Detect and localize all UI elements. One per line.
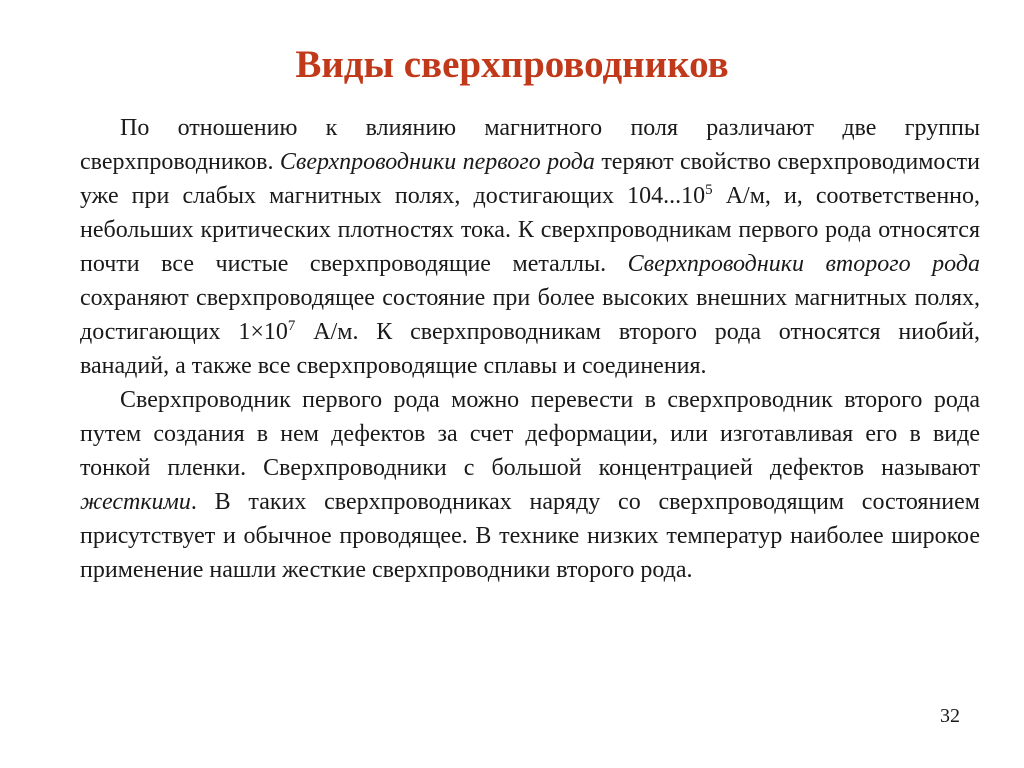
paragraph2-text-1: Сверхпроводник первого рода можно перевести в сверхпроводник второго рода путем создания в нем дефектов за счет деформации, или изготавливая его в виде тонкой пленки. Сверхпроводники с большой концентрацией дефектов называют [80, 387, 980, 481]
slide-body [80, 111, 980, 587]
term-hard: жесткими [80, 489, 191, 515]
page-number: 32 [940, 705, 960, 727]
paragraph-hard-superconductors [80, 383, 980, 587]
paragraph1-text-4: сохраняют сверхпроводящее состояние при более высоких внешних магнитных полях, достигающих 1×10 [80, 285, 980, 345]
paragraph1-text-3: А/м, и, соответственно, небольших критических плотностях тока. К сверхпроводникам первого рода относятся почти все чистые сверхпроводящие металлы. [80, 183, 981, 277]
term-type-1: Сверхпроводники первого рода [279, 149, 595, 175]
paragraph1-text-1: По отношению к влиянию магнитного поля различают две группы сверхпроводников. [80, 115, 980, 175]
slide-title: Виды сверхпроводников [295, 43, 729, 86]
paragraph2-text-2: . В таких сверхпроводниках наряду со сверхпроводящим состоянием присутствует и обычное проводящее. В технике низких температур наиболее широкое применение нашли жесткие сверхпроводники второго рода. [80, 489, 980, 583]
paragraph-superconductor-types [80, 111, 980, 383]
exponent-1: 5 [705, 182, 713, 198]
paragraph1-text-5: А/м. К сверхпроводникам второго рода относятся ниобий, ванадий, а также все сверхпроводящие сплавы и соединения. [80, 319, 981, 379]
paragraph1-text-2: теряют свойство сверхпроводимости уже при слабых магнитных полях, достигающих 104...10 [80, 149, 980, 209]
exponent-2: 7 [287, 318, 296, 334]
term-type-2: Сверхпроводники второго рода [627, 251, 980, 277]
